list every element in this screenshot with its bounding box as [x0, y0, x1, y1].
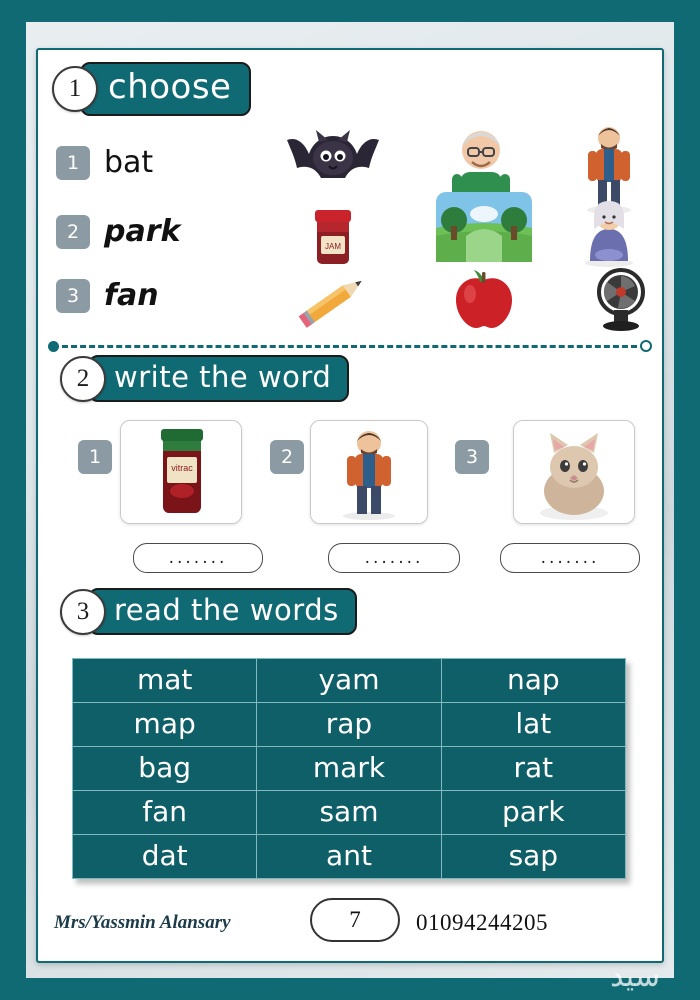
- pencil-icon[interactable]: [296, 270, 376, 330]
- q1-row-1-badge: 1: [56, 146, 90, 180]
- q1-row-3-badge: 3: [56, 279, 90, 313]
- word-cell[interactable]: dat: [73, 835, 257, 879]
- table-row: [73, 791, 626, 835]
- section-2-title: write the word: [88, 355, 349, 402]
- table-row: [73, 747, 626, 791]
- svg-text:JAM: JAM: [325, 242, 341, 251]
- word-cell[interactable]: yam: [257, 659, 441, 703]
- bat-icon[interactable]: [283, 128, 383, 190]
- q2-answer-line-2[interactable]: .......: [328, 543, 460, 573]
- divider-dot-left: [48, 341, 59, 352]
- word-cell[interactable]: rat: [441, 747, 625, 791]
- q1-row-3-word: fan: [104, 278, 159, 313]
- divider-dot-right: [640, 340, 652, 352]
- word-cell[interactable]: lat: [441, 703, 625, 747]
- q2-item-1-picture[interactable]: [120, 420, 242, 524]
- section-3-title: read the words: [88, 588, 357, 635]
- q2-item-3-picture[interactable]: [513, 420, 635, 524]
- q2-item-3-badge: 3: [455, 440, 489, 474]
- word-table: [72, 658, 626, 879]
- word-cell[interactable]: nap: [441, 659, 625, 703]
- q1-row-2-word: park: [104, 214, 181, 249]
- watermark-text: سيد: [610, 959, 660, 994]
- table-row: [73, 703, 626, 747]
- word-cell[interactable]: ant: [257, 835, 441, 879]
- word-cell[interactable]: sam: [257, 791, 441, 835]
- phone-number: 01094244205: [416, 910, 548, 935]
- word-cell[interactable]: fan: [73, 791, 257, 835]
- mother-icon[interactable]: [578, 195, 640, 267]
- q2-item-2-badge: 2: [270, 440, 304, 474]
- worksheet-sheet: [36, 48, 664, 963]
- q2-item-2-picture[interactable]: [310, 420, 428, 524]
- section-2-number: 2: [60, 356, 106, 402]
- section-1-number: 1: [52, 66, 98, 112]
- park-icon[interactable]: [436, 192, 532, 262]
- svg-text:vitrac: vitrac: [171, 463, 193, 473]
- section-divider: [48, 340, 652, 352]
- teacher-name: Mrs/Yassmin Alansary: [54, 912, 231, 933]
- table-row: [73, 835, 626, 879]
- frame-right-bar: [674, 0, 700, 1000]
- frame-bottom-bar: [0, 978, 700, 1000]
- q1-row-1-word: bat: [104, 145, 154, 180]
- q1-row-2: [56, 214, 180, 249]
- page-number-badge: 7: [310, 898, 400, 942]
- word-cell[interactable]: sap: [441, 835, 625, 879]
- frame-left-bar: [0, 0, 26, 1000]
- word-cell[interactable]: map: [73, 703, 257, 747]
- q1-row-1: [56, 145, 153, 180]
- section-1-title: choose: [80, 62, 251, 116]
- q2-item-1-badge: 1: [78, 440, 112, 474]
- fan-icon[interactable]: [590, 266, 652, 332]
- word-cell[interactable]: bag: [73, 747, 257, 791]
- q2-answer-line-3[interactable]: .......: [500, 543, 640, 573]
- word-cell[interactable]: mat: [73, 659, 257, 703]
- word-cell[interactable]: park: [441, 791, 625, 835]
- table-row: [73, 659, 626, 703]
- frame-top-bar: [0, 0, 700, 22]
- section-3-number: 3: [60, 589, 106, 635]
- q2-answer-line-1[interactable]: .......: [133, 543, 263, 573]
- jam-jar-icon[interactable]: [305, 198, 361, 270]
- q1-row-3: [56, 278, 159, 313]
- section-3-header: [60, 588, 357, 635]
- section-1-header: [52, 62, 251, 116]
- word-cell[interactable]: rap: [257, 703, 441, 747]
- apple-icon[interactable]: [448, 268, 520, 332]
- divider-dashed-line: [62, 345, 637, 348]
- word-cell[interactable]: mark: [257, 747, 441, 791]
- q1-row-2-badge: 2: [56, 215, 90, 249]
- section-2-header: [60, 355, 349, 402]
